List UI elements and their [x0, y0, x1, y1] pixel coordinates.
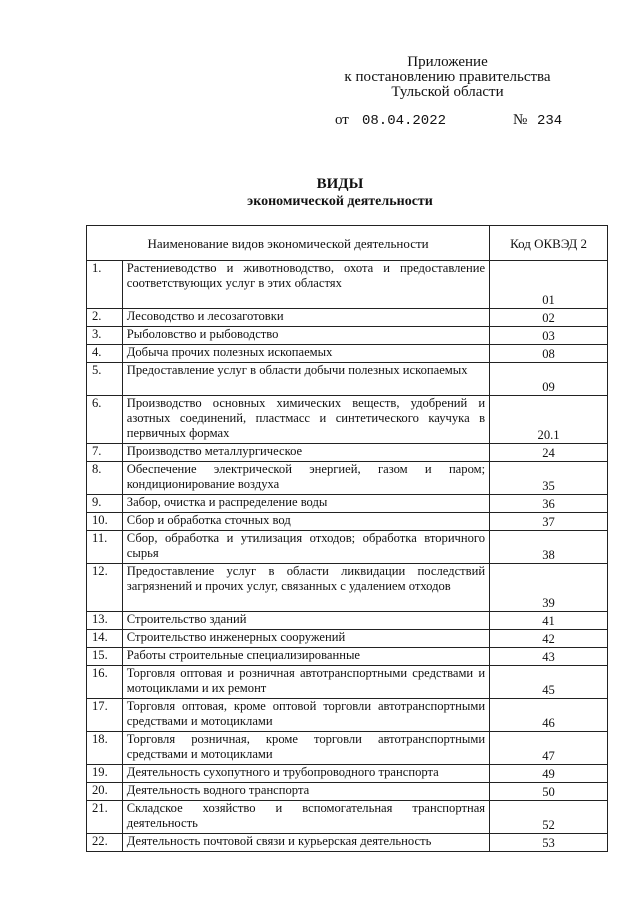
date-number-line — [335, 112, 565, 130]
row-code: 47 — [490, 732, 608, 765]
row-name: Сбор и обработка сточных вод — [122, 513, 489, 531]
row-name: Торговля оптовая и розничная автотранспортными средствами и мотоциклами и их ремонт — [122, 666, 489, 699]
table-body — [87, 261, 608, 852]
table-row — [87, 801, 608, 834]
row-num: 4. — [87, 345, 123, 363]
table-row — [87, 444, 608, 462]
row-name: Производство металлургическое — [122, 444, 489, 462]
row-name: Работы строительные специализированные — [122, 648, 489, 666]
table-row — [87, 327, 608, 345]
row-num: 17. — [87, 699, 123, 732]
table-row — [87, 765, 608, 783]
table-row — [87, 648, 608, 666]
table-row — [87, 345, 608, 363]
row-code: 50 — [490, 783, 608, 801]
row-code: 41 — [490, 612, 608, 630]
row-code: 49 — [490, 765, 608, 783]
row-num: 20. — [87, 783, 123, 801]
row-num: 9. — [87, 495, 123, 513]
appendix-line-3: Тульской области — [391, 84, 504, 100]
table-row — [87, 834, 608, 852]
row-code: 03 — [490, 327, 608, 345]
row-num: 19. — [87, 765, 123, 783]
row-num: 7. — [87, 444, 123, 462]
row-code: 02 — [490, 309, 608, 327]
row-code: 24 — [490, 444, 608, 462]
row-num: 3. — [87, 327, 123, 345]
row-name: Растениеводство и животноводство, охота и предоставление соответствующих услуг в этих областях — [122, 261, 489, 309]
table-row — [87, 564, 608, 612]
number-label: № — [513, 112, 528, 128]
row-name: Сбор, обработка и утилизация отходов; обработка вторичного сырья — [122, 531, 489, 564]
table-row — [87, 612, 608, 630]
row-num: 2. — [87, 309, 123, 327]
row-name: Обеспечение электрической энергией, газом и паром; кондиционирование воздуха — [122, 462, 489, 495]
row-name: Деятельность водного транспорта — [122, 783, 489, 801]
appendix-line-1: Приложение — [407, 54, 488, 70]
row-name: Предоставление услуг в области добычи полезных ископаемых — [122, 363, 489, 396]
header-code: Код ОКВЭД 2 — [490, 226, 608, 261]
table-row — [87, 699, 608, 732]
row-name: Забор, очистка и распределение воды — [122, 495, 489, 513]
row-code: 38 — [490, 531, 608, 564]
row-num: 6. — [87, 396, 123, 444]
table-row — [87, 495, 608, 513]
row-num: 22. — [87, 834, 123, 852]
row-code: 37 — [490, 513, 608, 531]
row-name: Строительство инженерных сооружений — [122, 630, 489, 648]
row-num: 14. — [87, 630, 123, 648]
row-name: Добыча прочих полезных ископаемых — [122, 345, 489, 363]
table-row — [87, 513, 608, 531]
table-row — [87, 363, 608, 396]
row-code: 01 — [490, 261, 608, 309]
table-row — [87, 732, 608, 765]
row-num: 12. — [87, 564, 123, 612]
row-num: 13. — [87, 612, 123, 630]
row-num: 1. — [87, 261, 123, 309]
row-code: 20.1 — [490, 396, 608, 444]
activities-table — [86, 225, 608, 852]
row-code: 43 — [490, 648, 608, 666]
date-from-label: от — [335, 112, 349, 128]
row-code: 46 — [490, 699, 608, 732]
table-row — [87, 666, 608, 699]
document-subtitle: экономической деятельности — [247, 194, 433, 209]
row-code: 36 — [490, 495, 608, 513]
appendix-line-2: к постановлению правительства — [344, 69, 551, 85]
row-name: Торговля оптовая, кроме оптовой торговли автотранспортными средствами и мотоциклами — [122, 699, 489, 732]
row-num: 5. — [87, 363, 123, 396]
row-num: 10. — [87, 513, 123, 531]
table-row — [87, 531, 608, 564]
row-num: 21. — [87, 801, 123, 834]
table-row — [87, 462, 608, 495]
row-name: Строительство зданий — [122, 612, 489, 630]
row-code: 08 — [490, 345, 608, 363]
table-row — [87, 261, 608, 309]
row-name: Предоставление услуг в области ликвидации последствий загрязнений и прочих услуг, связанных с удалением отходов — [122, 564, 489, 612]
row-code: 09 — [490, 363, 608, 396]
row-name: Деятельность почтовой связи и курьерская деятельность — [122, 834, 489, 852]
row-name: Торговля розничная, кроме торговли автотранспортными средствами и мотоциклами — [122, 732, 489, 765]
header-name: Наименование видов экономической деятельности — [87, 226, 490, 261]
table-row — [87, 309, 608, 327]
row-code: 42 — [490, 630, 608, 648]
row-num: 11. — [87, 531, 123, 564]
document-number: 234 — [537, 113, 563, 129]
document-date: 08.04.2022 — [362, 113, 447, 129]
row-num: 15. — [87, 648, 123, 666]
table-header-row — [87, 226, 608, 261]
row-num: 16. — [87, 666, 123, 699]
row-code: 52 — [490, 801, 608, 834]
row-code: 39 — [490, 564, 608, 612]
table-row — [87, 783, 608, 801]
row-name: Деятельность сухопутного и трубопроводного транспорта — [122, 765, 489, 783]
row-name: Лесоводство и лесозаготовки — [122, 309, 489, 327]
row-name: Производство основных химических веществ, удобрений и азотных соединений, пластмасс и синтетического каучука в первичных формах — [122, 396, 489, 444]
row-name: Рыболовство и рыбоводство — [122, 327, 489, 345]
row-num: 8. — [87, 462, 123, 495]
row-num: 18. — [87, 732, 123, 765]
row-code: 35 — [490, 462, 608, 495]
document-title: ВИДЫ — [316, 176, 364, 192]
row-code: 45 — [490, 666, 608, 699]
table-row — [87, 396, 608, 444]
table-row — [87, 630, 608, 648]
row-code: 53 — [490, 834, 608, 852]
row-name: Складское хозяйство и вспомогательная транспортная деятельность — [122, 801, 489, 834]
appendix-block — [330, 55, 565, 100]
